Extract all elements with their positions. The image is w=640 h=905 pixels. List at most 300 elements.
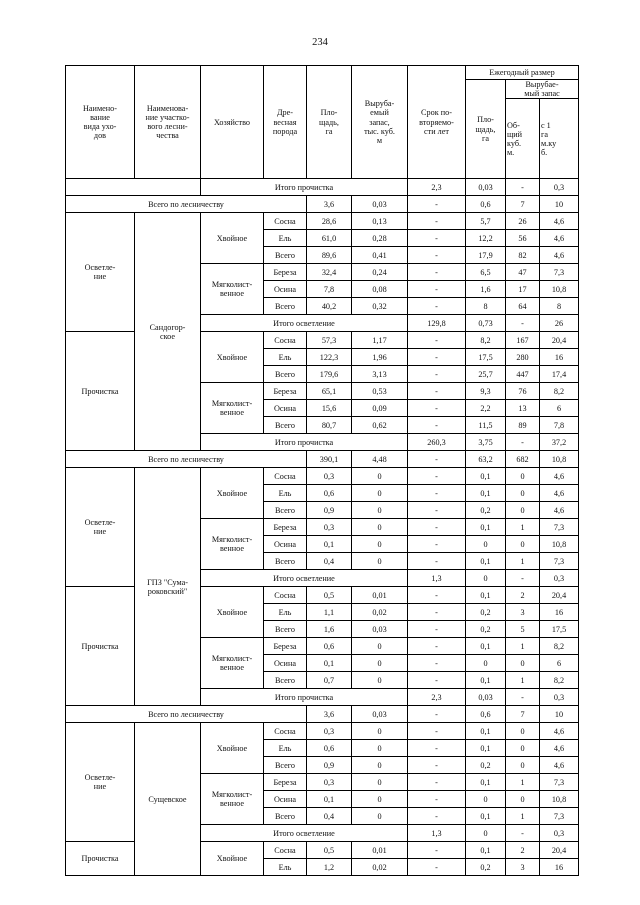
value-cell: 1 xyxy=(506,638,540,655)
value-cell: 0,1 xyxy=(466,485,506,502)
value-cell: 8,2 xyxy=(540,672,579,689)
header-species: Дре- весная порода xyxy=(264,66,307,179)
value-cell: 2,2 xyxy=(466,400,506,417)
value-cell: 0,09 xyxy=(352,400,408,417)
value-cell: - xyxy=(408,468,466,485)
value-cell: 4,6 xyxy=(540,502,579,519)
species: Всего xyxy=(264,553,307,570)
value-cell: 3 xyxy=(506,859,540,876)
value-cell: - xyxy=(408,264,466,281)
value-cell: 390,1 xyxy=(307,451,352,468)
value-cell: 17,4 xyxy=(540,366,579,383)
species: Всего xyxy=(264,621,307,638)
value-cell: 4,6 xyxy=(540,230,579,247)
value-cell: 80,7 xyxy=(307,417,352,434)
value-cell: - xyxy=(408,587,466,604)
value-cell: 1,96 xyxy=(352,349,408,366)
value-cell: 4,6 xyxy=(540,468,579,485)
care-type: Осветле- ние xyxy=(66,468,135,587)
value-cell: 9,3 xyxy=(466,383,506,400)
value-cell: 0 xyxy=(506,757,540,774)
value-cell: 0,6 xyxy=(307,740,352,757)
value-cell: 56 xyxy=(506,230,540,247)
value-cell: 0,3 xyxy=(540,689,579,706)
value-cell: 122,3 xyxy=(307,349,352,366)
value-cell: - xyxy=(408,859,466,876)
value-cell: 0 xyxy=(352,723,408,740)
species: Всего xyxy=(264,757,307,774)
value-cell: 6,5 xyxy=(466,264,506,281)
species: Всего xyxy=(264,808,307,825)
farm-type: Хвойное xyxy=(201,723,264,774)
value-cell: 16 xyxy=(540,604,579,621)
value-cell: 0 xyxy=(352,740,408,757)
farm-type: Хвойное xyxy=(201,468,264,519)
value-cell: - xyxy=(506,434,540,451)
value-cell: 0 xyxy=(352,774,408,791)
value-cell: 10,8 xyxy=(540,281,579,298)
row-label: Итого осветление xyxy=(201,570,408,587)
value-cell: 12,2 xyxy=(466,230,506,247)
value-cell: 57,3 xyxy=(307,332,352,349)
value-cell: 0,5 xyxy=(307,842,352,859)
value-cell: 32,4 xyxy=(307,264,352,281)
value-cell: 0,03 xyxy=(466,179,506,196)
blank-cell xyxy=(66,179,201,196)
value-cell: 2,3 xyxy=(408,689,466,706)
row-label: Итого осветление xyxy=(201,315,408,332)
value-cell: 4,6 xyxy=(540,757,579,774)
value-cell: 0,3 xyxy=(540,570,579,587)
value-cell: 0,41 xyxy=(352,247,408,264)
value-cell: - xyxy=(506,315,540,332)
value-cell: 4,48 xyxy=(352,451,408,468)
value-cell: 20,4 xyxy=(540,587,579,604)
value-cell: 0,13 xyxy=(352,213,408,230)
value-cell: 0 xyxy=(352,655,408,672)
value-cell: 1,6 xyxy=(307,621,352,638)
value-cell: 8,2 xyxy=(540,638,579,655)
header-annual-area: Пло- щадь, га xyxy=(466,80,506,179)
value-cell: 0,1 xyxy=(466,774,506,791)
header-annual-stock: Вырубае- мый запас xyxy=(506,80,579,99)
value-cell: 0,3 xyxy=(307,519,352,536)
farm-type: Хвойное xyxy=(201,842,264,876)
species: Береза xyxy=(264,774,307,791)
value-cell: 0,73 xyxy=(466,315,506,332)
value-cell: 0 xyxy=(506,740,540,757)
value-cell: 10,8 xyxy=(540,791,579,808)
table-row xyxy=(66,723,579,740)
value-cell: 0,3 xyxy=(307,774,352,791)
table-row xyxy=(66,706,579,723)
value-cell: 10,8 xyxy=(540,451,579,468)
value-cell: 1,2 xyxy=(307,859,352,876)
value-cell: 0 xyxy=(352,519,408,536)
table-row xyxy=(66,213,579,230)
species: Всего xyxy=(264,298,307,315)
care-type: Прочистка xyxy=(66,332,135,451)
value-cell: 13 xyxy=(506,400,540,417)
value-cell: 16 xyxy=(540,859,579,876)
species: Сосна xyxy=(264,468,307,485)
species: Ель xyxy=(264,349,307,366)
value-cell: 3,75 xyxy=(466,434,506,451)
value-cell: - xyxy=(408,621,466,638)
value-cell: 0 xyxy=(506,723,540,740)
value-cell: 260,3 xyxy=(408,434,466,451)
value-cell: 0,1 xyxy=(466,468,506,485)
value-cell: - xyxy=(408,417,466,434)
value-cell: - xyxy=(408,808,466,825)
value-cell: 1 xyxy=(506,553,540,570)
species: Осина xyxy=(264,791,307,808)
table-row xyxy=(66,468,579,485)
farm-type: Мягколист- венное xyxy=(201,383,264,434)
species: Сосна xyxy=(264,842,307,859)
value-cell: 0,03 xyxy=(352,706,408,723)
value-cell: 3,6 xyxy=(307,196,352,213)
value-cell: 0 xyxy=(466,825,506,842)
value-cell: 0,3 xyxy=(307,723,352,740)
value-cell: - xyxy=(408,298,466,315)
value-cell: - xyxy=(408,332,466,349)
species: Ель xyxy=(264,740,307,757)
value-cell: 0,1 xyxy=(466,740,506,757)
value-cell: 0,01 xyxy=(352,587,408,604)
value-cell: 7 xyxy=(506,196,540,213)
value-cell: - xyxy=(506,179,540,196)
value-cell: - xyxy=(408,706,466,723)
value-cell: 682 xyxy=(506,451,540,468)
value-cell: 6 xyxy=(540,400,579,417)
value-cell: 4,6 xyxy=(540,740,579,757)
value-cell: 3 xyxy=(506,604,540,621)
value-cell: 0,03 xyxy=(352,196,408,213)
value-cell: 3,13 xyxy=(352,366,408,383)
value-cell: - xyxy=(408,757,466,774)
value-cell: 4,6 xyxy=(540,723,579,740)
section-name: ГПЗ "Сума- роковский" xyxy=(135,468,201,706)
value-cell: 0,1 xyxy=(466,553,506,570)
value-cell: - xyxy=(408,281,466,298)
row-label: Итого прочистка xyxy=(201,434,408,451)
value-cell: 1 xyxy=(506,774,540,791)
value-cell: 7,3 xyxy=(540,519,579,536)
farm-type: Мягколист- венное xyxy=(201,638,264,689)
value-cell: 0 xyxy=(506,485,540,502)
care-type: Прочистка xyxy=(66,842,135,876)
value-cell: - xyxy=(408,536,466,553)
header-cut-volume: Выруба- емый запас, тыс. куб. м xyxy=(352,66,408,179)
value-cell: - xyxy=(408,400,466,417)
value-cell: 0 xyxy=(352,757,408,774)
value-cell: 0,6 xyxy=(307,638,352,655)
value-cell: 26 xyxy=(506,213,540,230)
value-cell: 1 xyxy=(506,519,540,536)
header-care-type: Наимено- вание вида ухо- дов xyxy=(66,66,135,179)
table-row xyxy=(66,451,579,468)
value-cell: 7 xyxy=(506,706,540,723)
value-cell: 0 xyxy=(352,485,408,502)
value-cell: - xyxy=(408,502,466,519)
value-cell: - xyxy=(408,791,466,808)
row-label: Итого прочистка xyxy=(201,179,408,196)
value-cell: 1,17 xyxy=(352,332,408,349)
species: Береза xyxy=(264,264,307,281)
value-cell: 0,4 xyxy=(307,553,352,570)
value-cell: 0 xyxy=(352,468,408,485)
value-cell: 7,3 xyxy=(540,808,579,825)
value-cell: 8,2 xyxy=(540,383,579,400)
value-cell: - xyxy=(408,672,466,689)
value-cell: 7,3 xyxy=(540,774,579,791)
value-cell: 1,1 xyxy=(307,604,352,621)
value-cell: - xyxy=(408,485,466,502)
value-cell: 0 xyxy=(352,638,408,655)
value-cell: 5,7 xyxy=(466,213,506,230)
value-cell: 0,08 xyxy=(352,281,408,298)
species: Сосна xyxy=(264,332,307,349)
value-cell: 26 xyxy=(540,315,579,332)
value-cell: 61,0 xyxy=(307,230,352,247)
value-cell: 63,2 xyxy=(466,451,506,468)
value-cell: 0,24 xyxy=(352,264,408,281)
value-cell: 0,3 xyxy=(307,468,352,485)
value-cell: - xyxy=(408,723,466,740)
value-cell: 0 xyxy=(506,536,540,553)
value-cell: 20,4 xyxy=(540,842,579,859)
value-cell: 0,1 xyxy=(466,519,506,536)
value-cell: 8,2 xyxy=(466,332,506,349)
value-cell: 0 xyxy=(506,791,540,808)
value-cell: 10,8 xyxy=(540,536,579,553)
value-cell: 82 xyxy=(506,247,540,264)
value-cell: 15,6 xyxy=(307,400,352,417)
value-cell: 11,5 xyxy=(466,417,506,434)
header-repeat-period: Срок по- вторяемо- сти лет xyxy=(408,66,466,179)
value-cell: 1,6 xyxy=(466,281,506,298)
value-cell: 0,1 xyxy=(466,842,506,859)
species: Осина xyxy=(264,655,307,672)
header-annual-total: Об- щий куб. м. xyxy=(506,99,540,179)
value-cell: 8 xyxy=(466,298,506,315)
value-cell: 280 xyxy=(506,349,540,366)
value-cell: 16 xyxy=(540,349,579,366)
value-cell: 89 xyxy=(506,417,540,434)
header-annual-per-ha: с 1 га м.ку б. xyxy=(540,99,579,179)
value-cell: 0,53 xyxy=(352,383,408,400)
value-cell: 1 xyxy=(506,808,540,825)
species: Всего xyxy=(264,417,307,434)
farm-type: Хвойное xyxy=(201,332,264,383)
value-cell: 1,3 xyxy=(408,825,466,842)
value-cell: 0 xyxy=(466,570,506,587)
value-cell: 2,3 xyxy=(408,179,466,196)
value-cell: 0 xyxy=(506,468,540,485)
value-cell: 7,3 xyxy=(540,264,579,281)
value-cell: 7,3 xyxy=(540,553,579,570)
value-cell: - xyxy=(408,774,466,791)
value-cell: 0,2 xyxy=(466,502,506,519)
value-cell: - xyxy=(408,604,466,621)
value-cell: 0 xyxy=(352,808,408,825)
value-cell: 129,8 xyxy=(408,315,466,332)
value-cell: 37,2 xyxy=(540,434,579,451)
species: Сосна xyxy=(264,723,307,740)
value-cell: 0 xyxy=(466,655,506,672)
value-cell: 0 xyxy=(506,502,540,519)
value-cell: 47 xyxy=(506,264,540,281)
value-cell: 40,2 xyxy=(307,298,352,315)
value-cell: 3,6 xyxy=(307,706,352,723)
value-cell: 64 xyxy=(506,298,540,315)
species: Осина xyxy=(264,536,307,553)
section-name: Сандогор- ское xyxy=(135,213,201,451)
value-cell: - xyxy=(408,349,466,366)
value-cell: 0,02 xyxy=(352,859,408,876)
species: Ель xyxy=(264,859,307,876)
forest-care-table xyxy=(65,65,579,876)
value-cell: 0 xyxy=(466,791,506,808)
value-cell: 0,2 xyxy=(466,757,506,774)
value-cell: 20,4 xyxy=(540,332,579,349)
value-cell: - xyxy=(506,570,540,587)
value-cell: 447 xyxy=(506,366,540,383)
species: Всего xyxy=(264,366,307,383)
value-cell: - xyxy=(408,519,466,536)
value-cell: 0,9 xyxy=(307,757,352,774)
value-cell: - xyxy=(408,213,466,230)
value-cell: 10 xyxy=(540,196,579,213)
value-cell: 0,5 xyxy=(307,587,352,604)
value-cell: 0,02 xyxy=(352,604,408,621)
value-cell: - xyxy=(408,230,466,247)
table-row xyxy=(66,179,579,196)
value-cell: 0,1 xyxy=(466,723,506,740)
value-cell: 0,1 xyxy=(466,587,506,604)
value-cell: 0,01 xyxy=(352,842,408,859)
value-cell: - xyxy=(506,825,540,842)
farm-type: Хвойное xyxy=(201,213,264,264)
species: Сосна xyxy=(264,587,307,604)
care-type: Осветле- ние xyxy=(66,723,135,842)
value-cell: 0,9 xyxy=(307,502,352,519)
value-cell: - xyxy=(408,196,466,213)
header-annual: Ежегодный размер xyxy=(466,66,579,80)
value-cell: 0 xyxy=(352,791,408,808)
page-number: 234 xyxy=(312,37,328,48)
value-cell: 0,1 xyxy=(466,638,506,655)
value-cell: - xyxy=(408,247,466,264)
value-cell: 76 xyxy=(506,383,540,400)
value-cell: 0 xyxy=(352,553,408,570)
species: Всего xyxy=(264,247,307,264)
value-cell: 167 xyxy=(506,332,540,349)
species: Всего xyxy=(264,672,307,689)
value-cell: 0,03 xyxy=(352,621,408,638)
value-cell: 0,28 xyxy=(352,230,408,247)
value-cell: - xyxy=(408,655,466,672)
value-cell: 25,7 xyxy=(466,366,506,383)
value-cell: 17,5 xyxy=(466,349,506,366)
species: Береза xyxy=(264,383,307,400)
value-cell: 0,4 xyxy=(307,808,352,825)
species: Сосна xyxy=(264,213,307,230)
value-cell: 0,6 xyxy=(307,485,352,502)
species: Ель xyxy=(264,230,307,247)
value-cell: 10 xyxy=(540,706,579,723)
value-cell: 65,1 xyxy=(307,383,352,400)
value-cell: 0,7 xyxy=(307,672,352,689)
value-cell: 1,3 xyxy=(408,570,466,587)
value-cell: 6 xyxy=(540,655,579,672)
header-area: Пло- щадь, га xyxy=(307,66,352,179)
value-cell: 0,2 xyxy=(466,621,506,638)
care-type: Прочистка xyxy=(66,587,135,706)
row-label: Всего по лесничеству xyxy=(66,451,307,468)
value-cell: - xyxy=(408,842,466,859)
value-cell: 0,1 xyxy=(466,808,506,825)
value-cell: 179,6 xyxy=(307,366,352,383)
value-cell: 0,2 xyxy=(466,859,506,876)
value-cell: 0,3 xyxy=(540,825,579,842)
value-cell: 0,32 xyxy=(352,298,408,315)
row-label: Всего по лесничеству xyxy=(66,706,307,723)
row-label: Итого прочистка xyxy=(201,689,408,706)
row-label: Всего по лесничеству xyxy=(66,196,307,213)
species: Береза xyxy=(264,638,307,655)
value-cell: 0,6 xyxy=(466,196,506,213)
value-cell: 0,1 xyxy=(307,536,352,553)
value-cell: - xyxy=(408,366,466,383)
value-cell: 0,1 xyxy=(466,672,506,689)
value-cell: 2 xyxy=(506,587,540,604)
care-type: Осветле- ние xyxy=(66,213,135,332)
value-cell: 4,6 xyxy=(540,247,579,264)
value-cell: - xyxy=(408,553,466,570)
value-cell: 17,5 xyxy=(540,621,579,638)
value-cell: 0,62 xyxy=(352,417,408,434)
value-cell: 7,8 xyxy=(540,417,579,434)
value-cell: 0 xyxy=(352,502,408,519)
value-cell: 0 xyxy=(352,672,408,689)
value-cell: 0,1 xyxy=(307,791,352,808)
value-cell: - xyxy=(408,638,466,655)
row-label: Итого осветление xyxy=(201,825,408,842)
value-cell: 0,1 xyxy=(307,655,352,672)
header-farm: Хозяйство xyxy=(201,66,264,179)
value-cell: 17 xyxy=(506,281,540,298)
value-cell: 4,6 xyxy=(540,213,579,230)
value-cell: 5 xyxy=(506,621,540,638)
value-cell: 0,03 xyxy=(466,689,506,706)
value-cell: 7,8 xyxy=(307,281,352,298)
value-cell: 0 xyxy=(352,536,408,553)
value-cell: 89,6 xyxy=(307,247,352,264)
species: Осина xyxy=(264,400,307,417)
value-cell: - xyxy=(506,689,540,706)
section-name: Сущевское xyxy=(135,723,201,876)
farm-type: Мягколист- венное xyxy=(201,519,264,570)
species: Всего xyxy=(264,502,307,519)
value-cell: 0 xyxy=(506,655,540,672)
value-cell: 0 xyxy=(466,536,506,553)
value-cell: - xyxy=(408,451,466,468)
species: Береза xyxy=(264,519,307,536)
value-cell: 28,6 xyxy=(307,213,352,230)
value-cell: 4,6 xyxy=(540,485,579,502)
